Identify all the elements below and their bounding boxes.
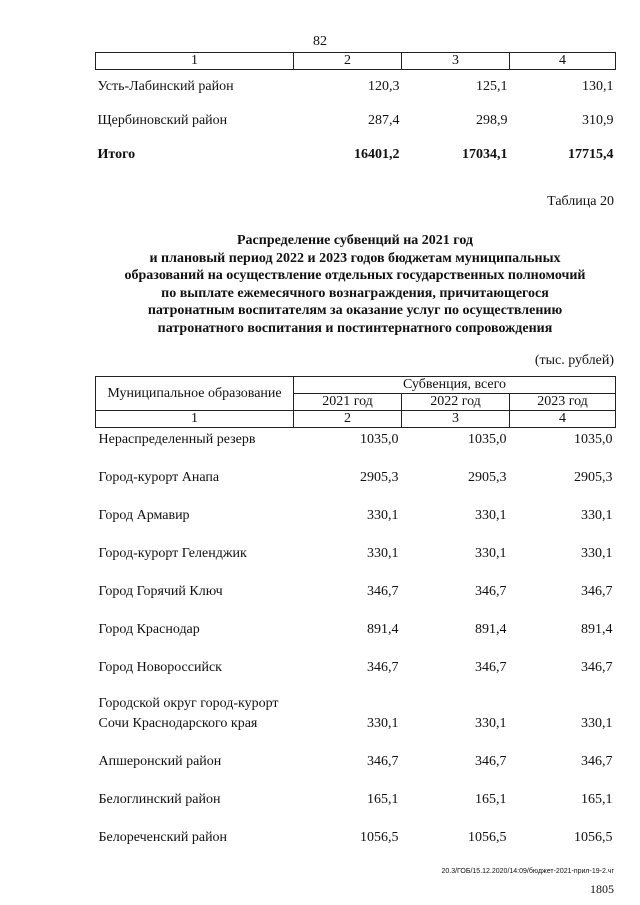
table-title <box>95 232 615 337</box>
table-header-row <box>96 53 616 70</box>
column-number: 3 <box>402 411 510 428</box>
footer-document-code: 20.3/ГОБ/15.12.2020/14:09/бюджет-2021-прил-19-2.чг <box>441 868 614 875</box>
value-2023: 17715,4 <box>568 147 614 162</box>
value-2022: 330,1 <box>475 546 507 561</box>
header-cell: 1 <box>96 53 294 70</box>
value-2021: 346,7 <box>367 754 399 769</box>
row-name: Город-курорт Геленджик <box>98 546 247 561</box>
column-header-year: 2022 год <box>402 394 510 411</box>
value-2021: 330,1 <box>367 508 399 523</box>
value-2022: 891,4 <box>475 622 507 637</box>
row-name: Белореченский район <box>98 830 228 845</box>
value-2021: 891,4 <box>367 622 399 637</box>
header-cell: 3 <box>402 53 510 70</box>
value-2022: 2905,3 <box>468 470 507 485</box>
column-header-year: 2021 год <box>294 394 402 411</box>
row-name: Город Горячий Ключ <box>98 584 223 599</box>
value-2022: 330,1 <box>475 508 507 523</box>
table-header-row <box>96 377 616 394</box>
value-2023: 330,1 <box>581 508 613 523</box>
title-line: Распределение субвенций на 2021 год <box>237 233 473 248</box>
row-name: Апшеронский район <box>98 754 222 769</box>
row-name: Нераспределенный резерв <box>98 432 256 447</box>
table-row <box>96 602 616 640</box>
value-2023: 1035,0 <box>574 432 613 447</box>
row-name: Белоглинский район <box>98 792 221 807</box>
table-row <box>96 526 616 564</box>
title-line: и плановый период 2022 и 2023 годов бюджетам муниципальных <box>149 250 561 266</box>
header-cell: 4 <box>510 53 616 70</box>
value-2022: 346,7 <box>475 660 507 675</box>
value-2022: 298,9 <box>476 113 508 128</box>
value-2021: 120,3 <box>368 79 400 94</box>
value-2022: 125,1 <box>476 79 508 94</box>
row-name: Усть-Лабинский район <box>97 79 234 94</box>
title-line: по выплате ежемесячного вознаграждения, причитающегося <box>161 285 549 301</box>
value-2022: 346,7 <box>475 754 507 769</box>
value-2023: 165,1 <box>581 792 613 807</box>
table-row <box>96 104 616 138</box>
row-name: Итого <box>97 147 136 162</box>
row-name: Щербиновский район <box>97 113 228 128</box>
table-row <box>96 450 616 488</box>
column-header-year: 2023 год <box>510 394 616 411</box>
column-number: 2 <box>294 411 402 428</box>
value-2023: 2905,3 <box>574 470 613 485</box>
value-2023: 346,7 <box>581 754 613 769</box>
table-row <box>96 70 616 105</box>
table-row <box>96 640 616 678</box>
value-2023: 346,7 <box>581 584 613 599</box>
column-number: 1 <box>96 411 294 428</box>
top-table-continuation <box>95 52 616 172</box>
title-line: патронатным воспитателям за оказание услуг по осуществлению <box>147 303 563 318</box>
row-name-line: Сочи Краснодарского края <box>98 716 258 731</box>
value-2023: 330,1 <box>581 716 613 731</box>
value-2021: 346,7 <box>367 584 399 599</box>
value-2023: 346,7 <box>581 660 613 675</box>
value-2023: 330,1 <box>581 546 613 561</box>
row-name: Город Краснодар <box>98 622 200 637</box>
unit-label: (тыс. рублей) <box>534 353 614 368</box>
value-2021: 16401,2 <box>354 147 400 162</box>
value-2021: 1056,5 <box>360 830 399 845</box>
table-row <box>96 488 616 526</box>
value-2023: 310,9 <box>582 113 614 128</box>
table-row <box>96 428 616 451</box>
table-row <box>96 734 616 772</box>
row-name: Город-курорт Анапа <box>98 470 220 485</box>
table-label: Таблица 20 <box>547 194 614 209</box>
value-2023: 1056,5 <box>574 830 613 845</box>
value-2022: 1056,5 <box>468 830 507 845</box>
value-2022: 165,1 <box>475 792 507 807</box>
table-row <box>96 564 616 602</box>
value-2022: 330,1 <box>475 716 507 731</box>
value-2021: 1035,0 <box>360 432 399 447</box>
row-name: Город Армавир <box>98 508 190 523</box>
value-2021: 287,4 <box>368 113 400 128</box>
value-2023: 130,1 <box>582 79 614 94</box>
subventions-table <box>95 376 616 848</box>
title-line: патронатного воспитания и постинтернатного сопровождения <box>157 320 553 336</box>
footer-page-number: 1805 <box>590 882 614 896</box>
value-2022: 1035,0 <box>468 432 507 447</box>
total-row <box>96 138 616 172</box>
value-2021: 330,1 <box>367 716 399 731</box>
column-header-subvention: Субвенция, всего <box>294 377 616 394</box>
value-2023: 891,4 <box>581 622 613 637</box>
column-number: 4 <box>510 411 616 428</box>
header-cell: 2 <box>294 53 402 70</box>
row-name <box>96 678 294 734</box>
table-row <box>96 772 616 810</box>
page-number: 82 <box>313 34 327 49</box>
value-2022: 17034,1 <box>462 147 508 162</box>
row-name: Город Новороссийск <box>98 660 222 675</box>
table-header-numbers <box>96 411 616 428</box>
table-row <box>96 678 616 734</box>
value-2021: 2905,3 <box>360 470 399 485</box>
row-name-line: Городской округ город-курорт <box>98 696 279 711</box>
value-2021: 165,1 <box>367 792 399 807</box>
title-line: образований на осуществление отдельных государственных полномочий <box>124 268 586 283</box>
value-2022: 346,7 <box>475 584 507 599</box>
table-row <box>96 810 616 848</box>
value-2021: 346,7 <box>367 660 399 675</box>
column-header-municipality: Муниципальное образование <box>96 377 294 411</box>
value-2021: 330,1 <box>367 546 399 561</box>
